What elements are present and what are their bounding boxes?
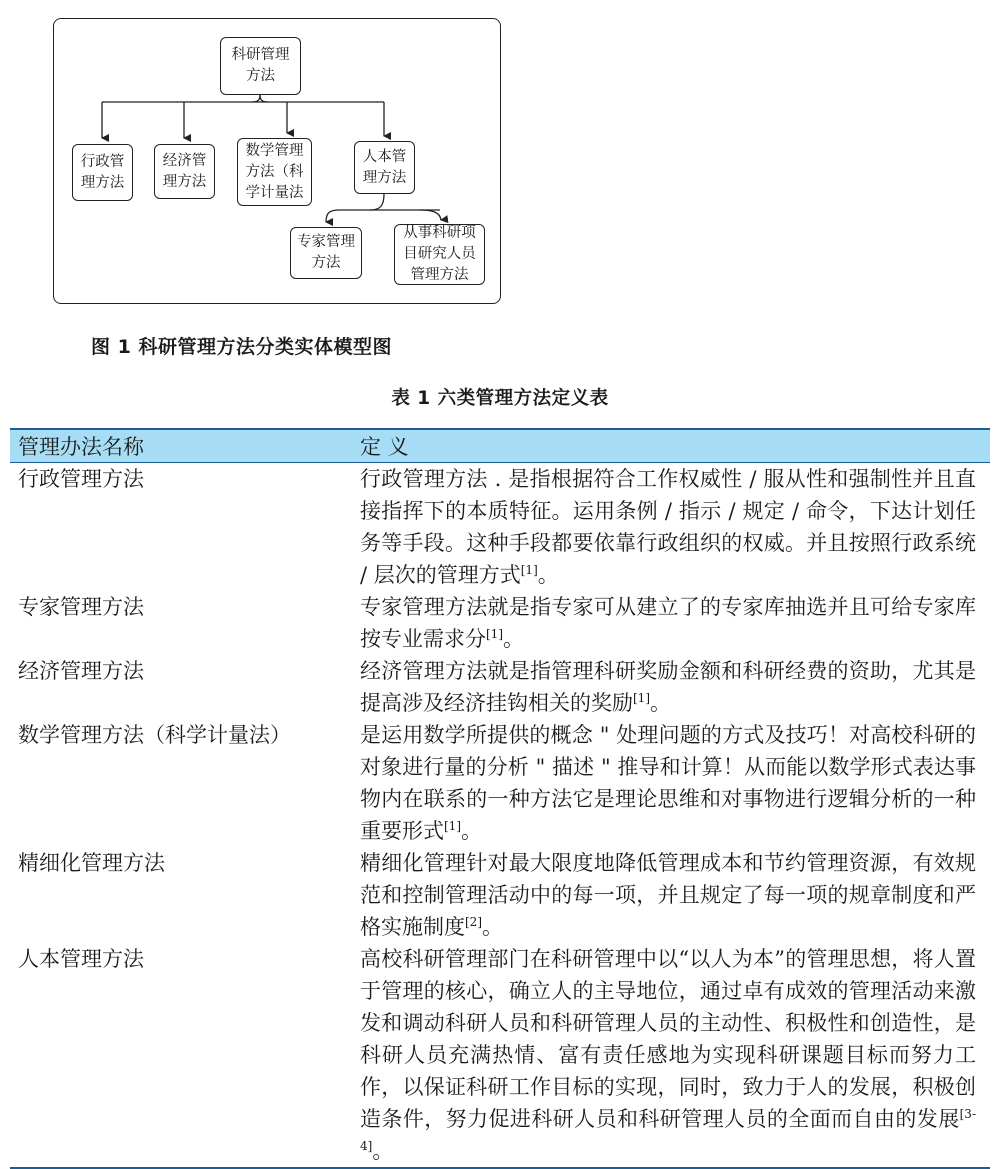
table-row — [10, 847, 990, 943]
definition-text: 经济管理方法就是指管理科研奖励金额和科研经费的资助，尤其是提高涉及经济挂钩相关的奖励 — [360, 659, 976, 715]
table-row — [10, 591, 990, 655]
admin-method-node: 行政管 理方法 — [72, 144, 133, 201]
citation-ref: [3-4] — [360, 1107, 976, 1153]
method-name-cell: 专家管理方法 — [18, 595, 144, 619]
method-name-cell: 人本管理方法 — [18, 947, 144, 971]
definition-cell — [360, 943, 990, 1167]
definition-tail: 。 — [503, 627, 524, 651]
citation-ref: [1] — [520, 563, 538, 577]
definition-tail: 。 — [461, 819, 482, 843]
expert-method-node: 专家管理 方法 — [290, 227, 362, 279]
definition-text: 精细化管理针对最大限度地降低管理成本和节约管理资源，有效规范和控制管理活动中的每一项，并且规定了每一项的规章制度和严格实施制度 — [360, 851, 976, 939]
humanist-method-node: 人本管 理方法 — [354, 141, 415, 194]
definition-cell — [360, 719, 990, 847]
citation-ref: [1] — [444, 819, 461, 833]
definition-cell — [360, 463, 990, 591]
table-row — [10, 655, 990, 719]
math-method-node: 数学管理 方法（科 学计量法 — [237, 138, 312, 206]
definition-text: 是运用数学所提供的概念 " 处理问题的方式及技巧！对高校科研的对象进行量的分析 " 描述 " 推导和计算！从而能以数学形式表达事物内在联系的一种方法它是理论思维和对事物进行逻辑分析的一种重要形式 — [360, 723, 976, 843]
definition-tail: 。 — [650, 691, 671, 715]
root-node: 科研管理 方法 — [220, 37, 301, 95]
table-row — [10, 719, 990, 847]
method-name-cell: 数学管理方法（科学计量法） — [18, 723, 291, 747]
table-row — [10, 943, 990, 1169]
citation-ref: [1] — [633, 691, 650, 705]
definition-cell — [360, 655, 990, 719]
economic-method-node: 经济管 理方法 — [154, 144, 215, 199]
table-body — [10, 463, 990, 1169]
definition-cell — [360, 847, 990, 943]
figure-caption: 图 1 科研管理方法分类实体模型图 — [91, 336, 392, 358]
method-name-cell: 精细化管理方法 — [18, 851, 165, 875]
definition-cell — [360, 591, 990, 655]
citation-ref: [1] — [486, 627, 503, 641]
definition-tail: 。 — [372, 1139, 394, 1163]
method-name-cell: 行政管理方法 — [18, 467, 144, 491]
definition-table — [10, 428, 990, 1169]
citation-ref: [2] — [465, 915, 482, 929]
header-method-name: 管理办法名称 — [18, 435, 144, 459]
definition-text: 高校科研管理部门在科研管理中以“以人为本”的管理思想，将人置于管理的核心，确立人的主导地位，通过卓有成效的管理活动来激发和调动科研人员和科研管理人员的主动性、积极性和创造性，是科研人员充满热情、富有责任感地为实现科研课题目标而努力工作，以保证科研工作目标的实现，同时，致力于人的发展，积极创造条件，努力促进科研人员和科研管理人员的全面而自由的发展 — [360, 947, 976, 1131]
researcher-method-node: 从事科研项 目研究人员 管理方法 — [394, 224, 485, 285]
table-row — [10, 463, 990, 591]
definition-tail: 。 — [482, 915, 503, 939]
table-header-row — [10, 428, 990, 463]
definition-tail: 。 — [537, 563, 559, 587]
definition-text: 专家管理方法就是指专家可从建立了的专家库抽选并且可给专家库按专业需求分 — [360, 595, 976, 651]
header-definition: 定 义 — [360, 435, 409, 459]
method-name-cell: 经济管理方法 — [18, 659, 144, 683]
table-caption: 表 1 六类管理方法定义表 — [391, 388, 609, 409]
definition-text: 行政管理方法 . 是指根据符合工作权威性 / 服从性和强制性并且直接指挥下的本质特征。运用条例 / 指示 / 规定 / 命令，下达计划任务等手段。这种手段都要依靠行政组织的权威。并且按照行政系统 / 层次的管理方式 — [360, 467, 976, 587]
